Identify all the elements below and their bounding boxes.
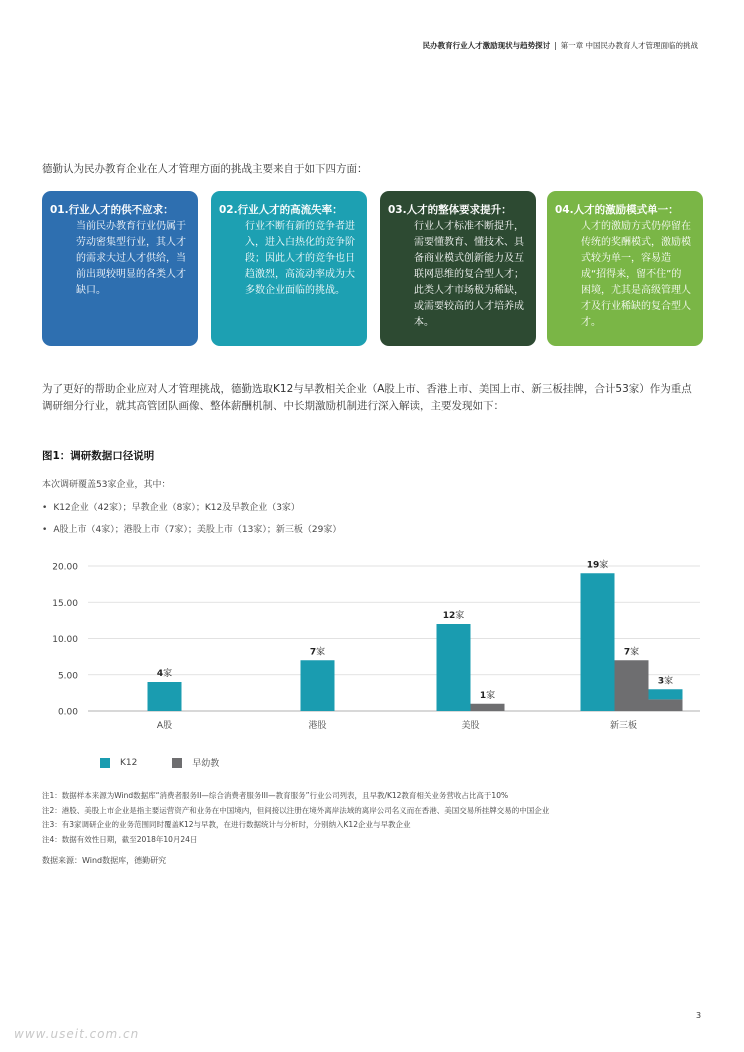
card-title: 04.人才的激励模式单一：	[555, 204, 679, 216]
data-label	[624, 645, 639, 657]
watermark: www.useit.com.cn	[14, 1027, 140, 1041]
figure-bullet	[42, 522, 341, 535]
challenge-card-1	[42, 191, 198, 346]
header-separator: |	[554, 41, 557, 50]
data-label-unit: 家	[486, 690, 496, 701]
data-label-unit: 家	[316, 647, 326, 658]
bullet-mark: •	[42, 503, 48, 513]
note-line: 注4：数据有效性日期，截至2018年10月24日	[42, 834, 198, 844]
bar-early-education	[615, 660, 649, 711]
x-tick-label: 新三板	[609, 721, 638, 731]
data-label-unit: 家	[599, 560, 609, 571]
intro-text: 德勤认为民办教育企业在人才管理方面的挑战主要来自于如下四方面：	[42, 163, 368, 175]
bullet-text: A股上市（4家）；港股上市（7家）；美股上市（13家）；新三板（29家）	[53, 525, 342, 535]
data-label-value: 7	[623, 647, 631, 658]
data-label	[310, 645, 325, 657]
legend-label: 早幼教	[192, 759, 220, 769]
x-tick-label: 港股	[308, 721, 327, 731]
card-title: 02.行业人才的高流失率：	[219, 204, 343, 216]
header-chapter: 第一章 中国民办教育人才管理面临的挑战	[560, 41, 698, 50]
note-line: 注2：港股、美股上市企业是指主要运营资产和业务在中国境内，但间接以注册在境外离岸法域的离岸公司名义而在香港、美国交易所挂牌交易的中国企业	[42, 805, 550, 815]
bar-chart	[40, 545, 710, 740]
figure-subtitle: 本次调研覆盖53家企业，其中：	[42, 480, 171, 490]
bullet-text: K12企业（42家）；早教企业（8家）；K12及早教企业（3家）	[53, 503, 300, 513]
data-label-value: 12	[442, 611, 456, 621]
data-label	[157, 667, 172, 679]
data-label-value: 1	[479, 690, 487, 701]
legend-swatch	[100, 758, 110, 768]
y-tick-label: 5.00	[57, 671, 78, 682]
notes	[42, 789, 549, 847]
header-doc-title: 民办教育行业人才激励现状与趋势探讨	[422, 41, 551, 50]
data-label	[587, 558, 609, 570]
data-label-value: 3	[657, 676, 665, 687]
page-number: 3	[696, 1011, 702, 1020]
figure-title: 图1：调研数据口径说明	[42, 450, 155, 462]
legend-item-k12	[100, 758, 137, 768]
note-line: 注1：数据样本来源为Wind数据库“消费者服务II—综合消费者服务III—教育服务”行业公司列表，且早教/K12教育相关业务营收占比高于10%	[42, 791, 509, 800]
y-tick-label: 10.00	[52, 635, 78, 645]
challenge-card-4	[547, 191, 703, 346]
bullet-mark: •	[42, 525, 48, 535]
bar-combined-k12	[649, 689, 683, 699]
bar-k12	[148, 682, 182, 711]
bar-combined-early	[649, 699, 683, 711]
y-tick-label: 15.00	[52, 598, 78, 609]
x-tick-label: A股	[156, 721, 173, 731]
card-title: 01.行业人才的供不应求：	[50, 204, 174, 216]
data-label-unit: 家	[664, 676, 674, 687]
data-label-unit: 家	[455, 611, 465, 621]
data-label-unit: 家	[163, 669, 173, 679]
legend-swatch	[172, 758, 182, 768]
challenge-card-2	[211, 191, 367, 346]
chart-legend	[100, 756, 251, 771]
data-label-value: 4	[156, 669, 164, 679]
y-tick-label: 20.00	[52, 562, 78, 573]
data-label	[480, 689, 495, 701]
card-body: 当前民办教育行业仍属于劳动密集型行业，其人才的需求大过人才供给，当前出现较明显的各类人才缺口。	[76, 221, 186, 296]
data-label	[443, 609, 465, 621]
challenge-card-3	[380, 191, 536, 346]
legend-label: K12	[120, 757, 138, 768]
bar-early-education	[471, 704, 505, 711]
y-tick-label: 0.00	[57, 707, 78, 718]
note-line: 注3：有3家调研企业的业务范围同时覆盖K12与早教，在进行数据统计与分析时，分别纳入K12企业与早教企业	[42, 820, 411, 829]
card-body: 人才的激励方式仍停留在传统的奖酬模式，激励模式较为单一，容易造成“招得来，留不住”的困境，尤其是高级管理人才及行业稀缺的复合型人才。	[581, 221, 691, 328]
data-source: 数据来源：Wind数据库，德勤研究	[42, 856, 167, 865]
running-header	[423, 40, 698, 51]
x-tick-label: 美股	[461, 721, 480, 731]
card-body: 行业不断有新的竞争者进入，进入白热化的竞争阶段；因此人才的竞争也日趋激烈，高流动率成为大多数企业面临的挑战。	[245, 221, 355, 296]
figure-bullet	[42, 500, 300, 513]
bar-k12	[437, 624, 471, 711]
data-label	[658, 674, 673, 686]
body-paragraph: 为了更好的帮助企业应对人才管理挑战，德勤选取K12与早教相关企业（A股上市、香港上市、美国上市、新三板挂牌，合计53家）作为重点调研细分行业，就其高管团队画像、整体薪酬机制、中长期激励机制进行深入解读，主要发现如下：	[42, 383, 692, 412]
data-label-value: 19	[586, 560, 600, 571]
card-body: 行业人才标准不断提升，需要懂教育、懂技术、具备商业模式创新能力及互联网思维的复合型人才；此类人才市场极为稀缺，或需要较高的人才培养成本。	[414, 221, 524, 328]
card-title: 03.人才的整体要求提升：	[388, 204, 512, 216]
data-label-unit: 家	[630, 647, 640, 658]
bar-k12	[301, 660, 335, 711]
bar-k12	[581, 573, 615, 711]
legend-item-early	[172, 756, 219, 769]
data-label-value: 7	[309, 647, 317, 658]
